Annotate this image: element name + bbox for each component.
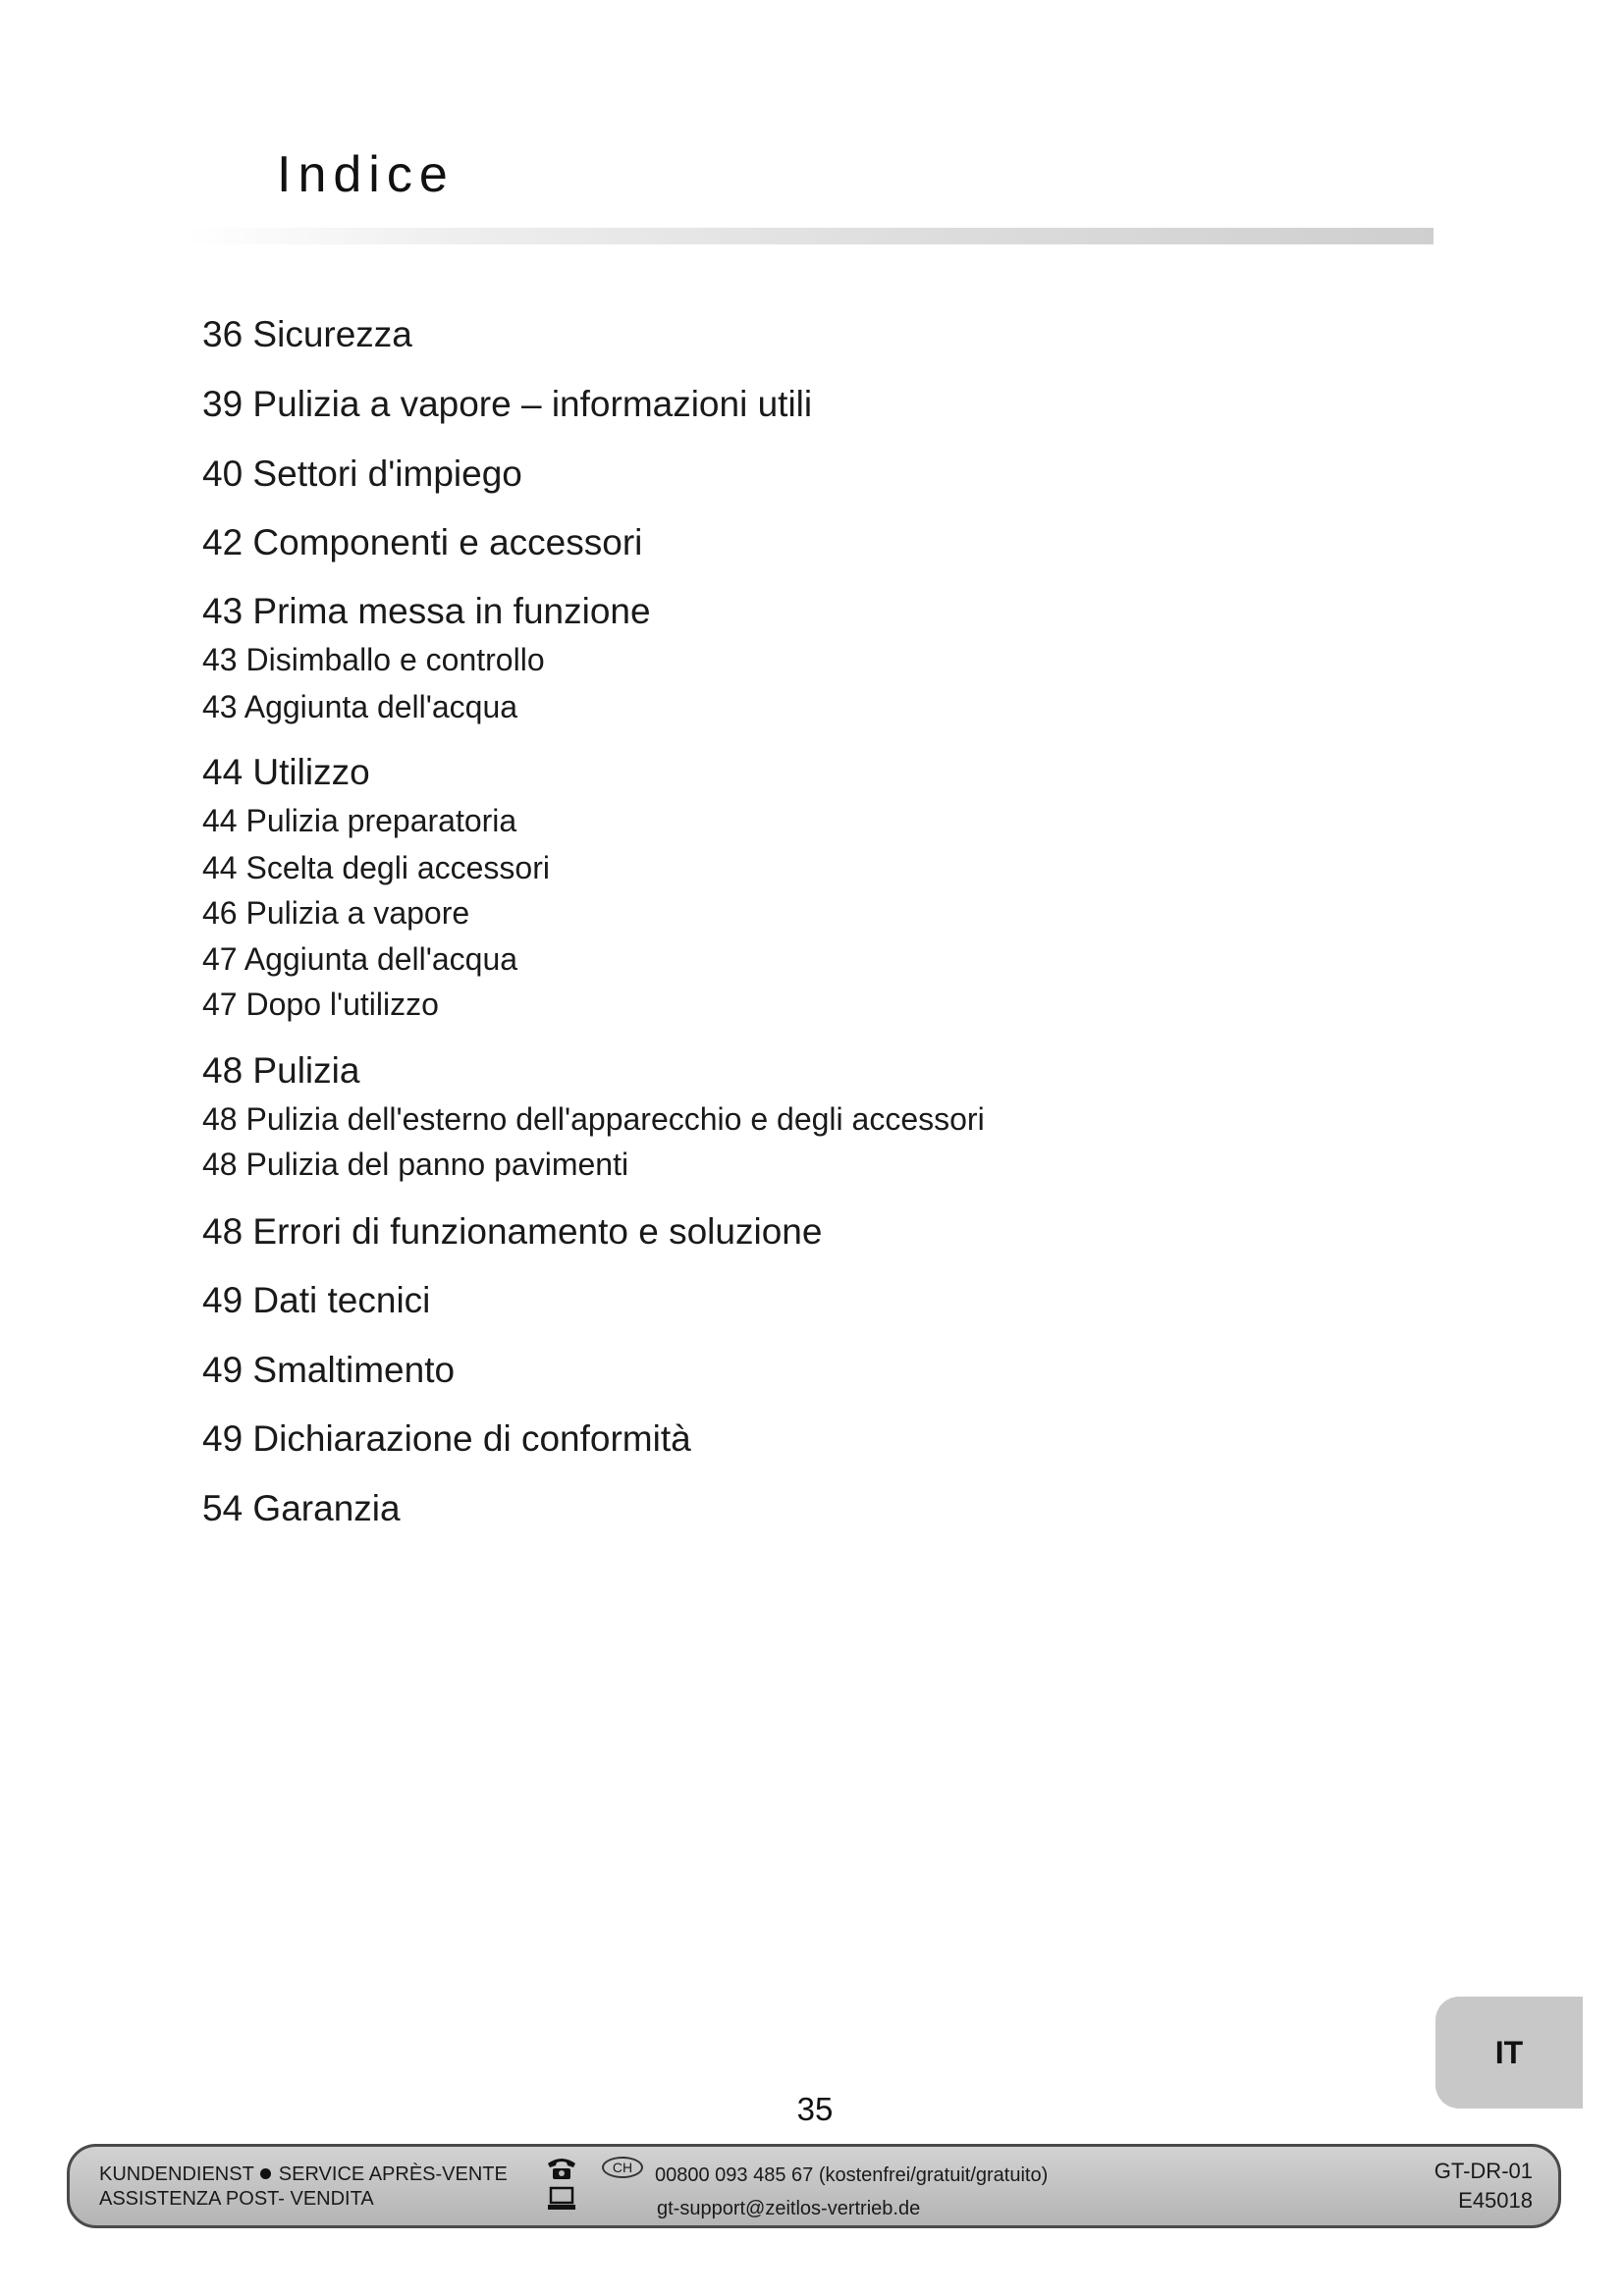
service-labels	[99, 2163, 508, 2212]
toc-subentry: 44 Scelta degli accessori	[202, 850, 550, 885]
toc-entry: 36 Sicurezza	[202, 314, 412, 354]
toc-entry: 48 Errori di funzionamento e soluzione	[202, 1211, 823, 1252]
phone-icon	[545, 2155, 584, 2180]
toc-entry: 44 Utilizzo	[202, 752, 370, 792]
page-title: Indice	[277, 146, 455, 203]
page-number: 35	[796, 2091, 834, 2127]
toc-subentry: 43 Disimballo e controllo	[202, 642, 545, 677]
service-label-fr: SERVICE APRÈS-VENTE	[278, 2163, 508, 2185]
language-tab: IT	[1435, 1997, 1583, 2109]
service-label-it: ASSISTENZA POST- VENDITA	[99, 2188, 374, 2210]
computer-icon	[545, 2186, 584, 2212]
bullet-dot-icon	[260, 2168, 271, 2179]
toc-entry: 49 Dati tecnici	[202, 1280, 431, 1320]
toc-subentry: 47 Aggiunta dell'acqua	[202, 941, 518, 977]
contact-icons	[545, 2155, 584, 2212]
toc-subentry: 46 Pulizia a vapore	[202, 895, 470, 931]
service-label-de: KUNDENDIENST	[99, 2163, 254, 2185]
toc-entry: 48 Pulizia	[202, 1050, 360, 1091]
title-rule	[187, 228, 1434, 244]
toc-entry: 54 Garanzia	[202, 1488, 401, 1528]
toc-entry: 42 Componenti e accessori	[202, 522, 643, 562]
support-email[interactable]: gt-support@zeitlos-vertrieb.de	[657, 2198, 921, 2219]
product-codes	[1435, 2157, 1533, 2216]
toc-entry: 43 Prima messa in funzione	[202, 591, 651, 631]
toc-entry: 40 Settori d'impiego	[202, 454, 522, 494]
toc-entry: 39 Pulizia a vapore – informazioni utili	[202, 384, 813, 424]
model-code: GT-DR-01	[1434, 2159, 1533, 2183]
toc-subentry: 48 Pulizia dell'esterno dell'apparecchio e degli accessori	[202, 1101, 985, 1137]
toc-subentry: 44 Pulizia preparatoria	[202, 803, 517, 838]
toc-subentry: 47 Dopo l'utilizzo	[202, 987, 439, 1022]
footer-bar	[67, 2144, 1561, 2228]
toc-entry: 49 Dichiarazione di conformità	[202, 1418, 691, 1459]
toc-subentry: 43 Aggiunta dell'acqua	[202, 689, 518, 724]
phone-number: 00800 093 485 67 (kostenfrei/gratuit/gratuito)	[655, 2164, 1049, 2186]
article-code: E45018	[1458, 2188, 1533, 2213]
toc-entry: 49 Smaltimento	[202, 1350, 456, 1390]
country-badge: CH	[602, 2157, 643, 2178]
toc-subentry: 48 Pulizia del panno pavimenti	[202, 1147, 629, 1182]
contact-info	[655, 2159, 1048, 2225]
